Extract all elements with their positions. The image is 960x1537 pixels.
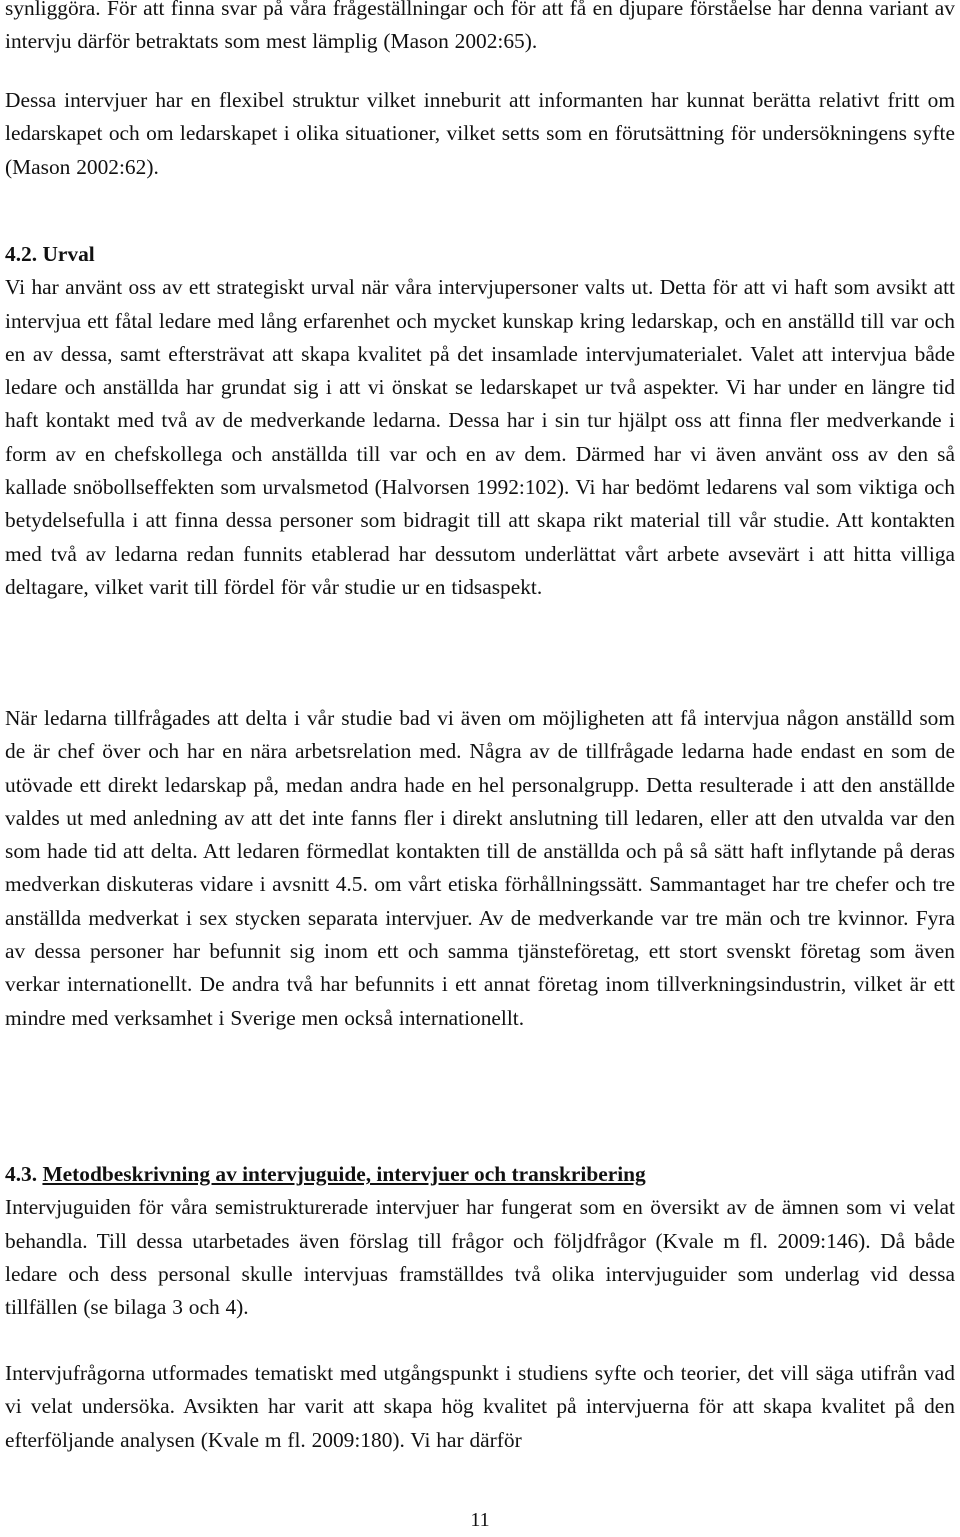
paragraph-fragment-block bbox=[5, 0, 955, 59]
section-heading-4-3 bbox=[5, 1158, 955, 1191]
paragraph-interviews: Dessa intervjuer har en flexibel struktur vilket inneburit att informanten har kunnat berätta relativt fritt om ledarskapet och om ledarskapet i olika situationer, vilket setts som en förutsättning för undersökningens syfte (Mason 2002:62). bbox=[5, 88, 955, 179]
section-number: 4.3. bbox=[5, 1162, 38, 1186]
urval-paragraph-2-block bbox=[5, 702, 955, 1035]
page-number: 11 bbox=[470, 1509, 490, 1531]
section-4-2 bbox=[5, 238, 955, 604]
method-paragraph-2: Intervjufrågorna utformades tematiskt med utgångspunkt i studiens syfte och teorier, det vill säga utifrån vad vi velat undersöka. Avsikten har varit att skapa hög kvalitet på intervjuerna för att skapa kvalitet på den efterföljande analysen (Kvale m fl. 2009:180). Vi har därför bbox=[5, 1361, 955, 1452]
section-title: Metodbeskrivning av intervjuguide, intervjuer och transkribering bbox=[42, 1162, 646, 1186]
method-paragraph-2-block bbox=[5, 1357, 955, 1457]
paragraph-interviews-block bbox=[5, 84, 955, 184]
urval-paragraph-1: Vi har använt oss av ett strategiskt urval när våra intervjupersoner valts ut. Detta för att vi haft som avsikt att intervjua ett fåtal ledare med lång erfarenhet och mycket kunskap kring ledarskap, och en anställd till var och en av dessa, samt eftersträvat att skapa kvalitet på det insamlade intervjumaterialet. Valet att intervjua både ledare och anställda har grundat sig i att vi önskat se ledarskapet ur två aspekter. Vi har under en längre tid haft kontakt med två av de medverkande ledarna. Dessa har i sin tur hjälpt oss att finna fler medverkande i form av en chefskollega och anställda till var och en av dem. Därmed har vi även använt oss av den så kallade snöbollseffekten som urvalsmetod (Halvorsen 1992:102). Vi har bedömt ledarens val som viktiga och betydelsefulla i att finna dessa personer som bidragit till att skapa rikt material till vår studie. Att kontakten med två av ledarna redan funnits etablerad har dessutom underlättat vårt arbete avsevärt i att hitta villiga deltagare, vilket varit till fördel för vår studie ur en tidsaspekt. bbox=[5, 275, 955, 599]
section-4-3 bbox=[5, 1158, 955, 1324]
section-heading-4-2 bbox=[5, 238, 955, 271]
section-number: 4.2. bbox=[5, 242, 38, 266]
urval-paragraph-2: När ledarna tillfrågades att delta i vår studie bad vi även om möjligheten att få intervjua någon anställd som de är chef över och har en nära arbetsrelation med. Några av de tillfrågade ledarna hade endast en som de utövade ett direkt ledarskap på, medan andra hade en hel personalgrupp. Detta resulterade i att den anställde valdes ut med anledning av att det inte fanns fler i direkt anslutning till ledaren, eller att den utvalda var den som hade tid att delta. Att ledaren förmedlat kontakten till de anställda och på så sätt haft inflytande på deras medverkan diskuteras vidare i avsnitt 4.5. om vårt etiska förhållningssätt. Sammantaget har tre chefer och tre anställda medverkat i sex stycken separata intervjuer. Av de medverkande var tre män och tre kvinnor. Fyra av dessa personer har befunnit sig inom ett och samma tjänsteföretag, ett stort svenskt företag som även verkar internationellt. De andra två har befunnits i ett annat företag inom tillverkningsindustrin, vilket är ett mindre med verksamhet i Sverige men också internationellt. bbox=[5, 706, 955, 1030]
section-title: Urval bbox=[42, 242, 95, 266]
method-paragraph-1: Intervjuguiden för våra semistrukturerade intervjuer har fungerat som en översikt av de ämnen som vi velat behandla. Till dessa utarbetades även förslag till frågor och följdfrågor (Kvale m fl. 2009:146). Då både ledare och dess personal skulle intervjuas framställdes två olika intervjuguider som underlag vid dessa tillfällen (se bilaga 3 och 4). bbox=[5, 1195, 955, 1320]
paragraph-fragment: synliggöra. För att finna svar på våra frågeställningar och för att få en djupare förståelse har denna variant av intervju därför betraktats som mest lämplig (Mason 2002:65). bbox=[5, 0, 955, 54]
